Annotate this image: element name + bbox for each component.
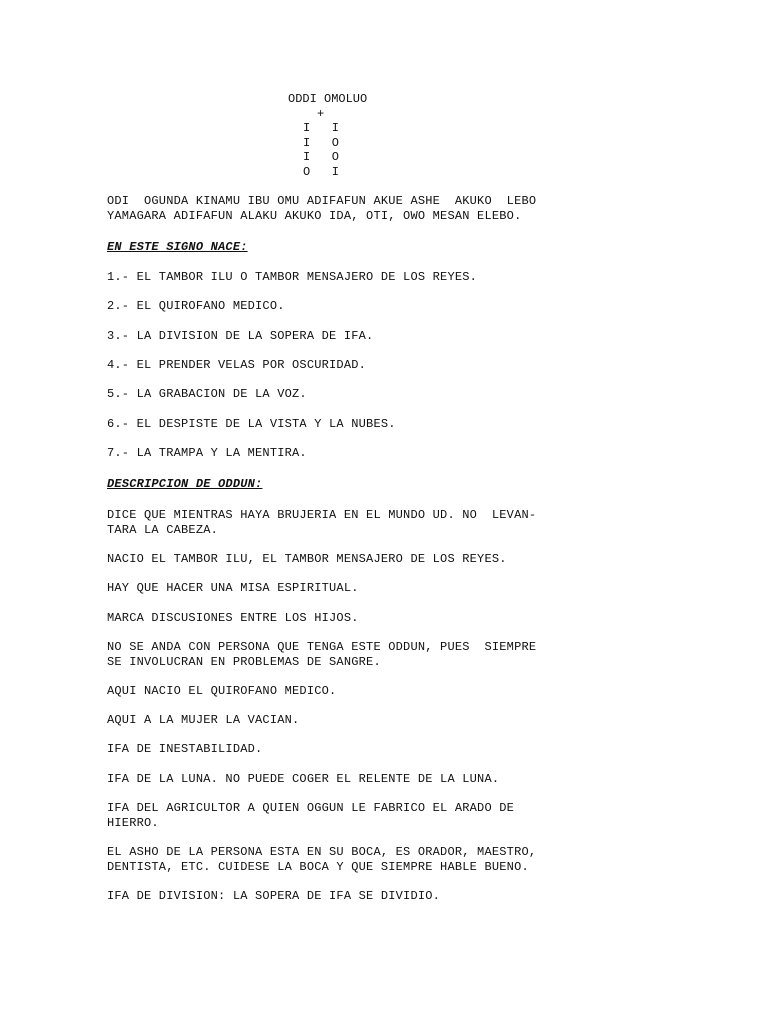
paragraph-line: AQUI NACIO EL QUIROFANO MEDICO.	[107, 684, 337, 698]
paragraph-line: DENTISTA, ETC. CUIDESE LA BOCA Y QUE SIEMPRE HABLE BUENO.	[107, 860, 529, 874]
section-heading-born: EN ESTE SIGNO NACE:	[107, 240, 248, 254]
sign-row-3: I O	[303, 150, 340, 164]
list-item: 3.- LA DIVISION DE LA SOPERA DE IFA.	[107, 329, 374, 343]
paragraph-line: IFA DEL AGRICULTOR A QUIEN OGGUN LE FABRICO EL ARADO DE	[107, 801, 515, 815]
paragraph-line: TARA LA CABEZA.	[107, 523, 219, 537]
paragraph-line: IFA DE INESTABILIDAD.	[107, 742, 263, 756]
paragraph-line: EL ASHO DE LA PERSONA ESTA EN SU BOCA, ES ORADOR, MAESTRO,	[107, 845, 537, 859]
paragraph-line: IFA DE LA LUNA. NO PUEDE COGER EL RELENTE DE LA LUNA.	[107, 772, 500, 786]
paragraph-line: NO SE ANDA CON PERSONA QUE TENGA ESTE ODDUN, PUES SIEMPRE	[107, 640, 537, 654]
sign-row-4: O I	[303, 165, 340, 179]
list-item: 7.- LA TRAMPA Y LA MENTIRA.	[107, 446, 307, 460]
section-heading-description: DESCRIPCION DE ODDUN:	[107, 477, 263, 491]
sign-row-1: I I	[303, 121, 340, 135]
sign-plus: +	[317, 107, 325, 121]
paragraph-line: AQUI A LA MUJER LA VACIAN.	[107, 713, 300, 727]
paragraph-line: DICE QUE MIENTRAS HAYA BRUJERIA EN EL MUNDO UD. NO LEVAN-	[107, 508, 537, 522]
paragraph-line: SE INVOLUCRAN EN PROBLEMAS DE SANGRE.	[107, 655, 381, 669]
list-item: 6.- EL DESPISTE DE LA VISTA Y LA NUBES.	[107, 417, 396, 431]
paragraph-line: MARCA DISCUSIONES ENTRE LOS HIJOS.	[107, 611, 359, 625]
list-item: 5.- LA GRABACION DE LA VOZ.	[107, 387, 307, 401]
list-item: 1.- EL TAMBOR ILU O TAMBOR MENSAJERO DE LOS REYES.	[107, 270, 478, 284]
paragraph-line: IFA DE DIVISION: LA SOPERA DE IFA SE DIVIDIO.	[107, 889, 441, 903]
intro-line-1: ODI OGUNDA KINAMU IBU OMU ADIFAFUN AKUE ASHE AKUKO LEBO	[107, 194, 537, 208]
paragraph-line: NACIO EL TAMBOR ILU, EL TAMBOR MENSAJERO DE LOS REYES.	[107, 552, 507, 566]
paragraph-line: HIERRO.	[107, 816, 159, 830]
sign-row-2: I O	[303, 136, 340, 150]
list-item: 4.- EL PRENDER VELAS POR OSCURIDAD.	[107, 358, 367, 372]
intro-line-2: YAMAGARA ADIFAFUN ALAKU AKUKO IDA, OTI, OWO MESAN ELEBO.	[107, 209, 522, 223]
sign-title: ODDI OMOLUO	[288, 92, 368, 106]
list-item: 2.- EL QUIROFANO MEDICO.	[107, 299, 285, 313]
paragraph-line: HAY QUE HACER UNA MISA ESPIRITUAL.	[107, 581, 359, 595]
